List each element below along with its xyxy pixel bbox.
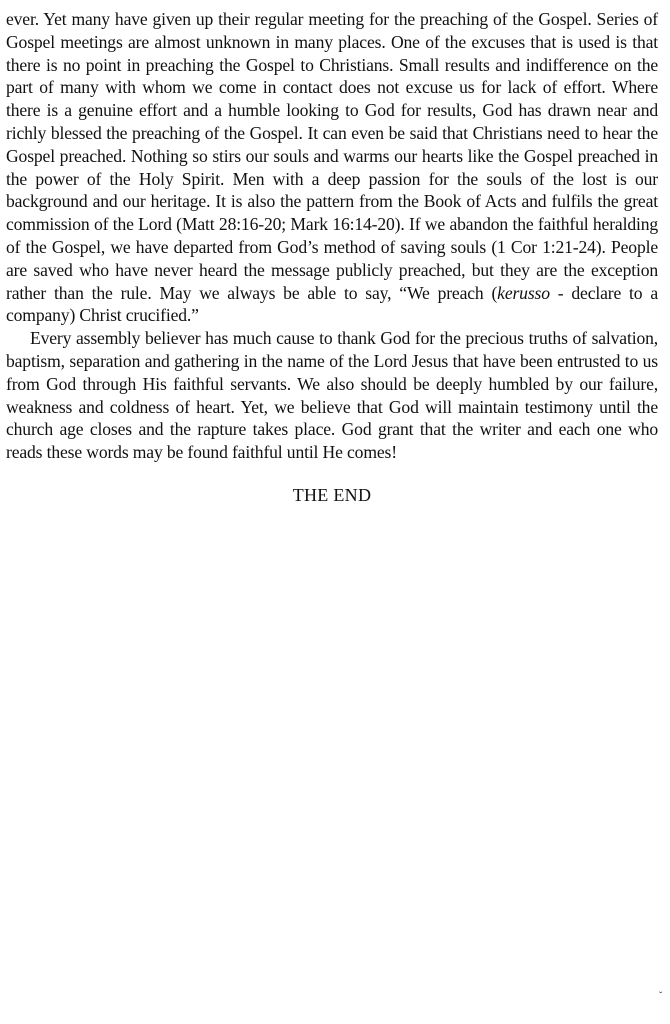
closing-heading: THE END [292, 484, 372, 505]
paragraph-1-text: ever. Yet many have given up their regular meeting for the preaching of the Gospel. Series of Gospel meetings are almost unknown in many places. One of the excuses that is used is that there is no point in preaching the Gospel to Christians. Small results and indifference on the part of many with whom we come in contact does not excuse us for lack of effort. Where there is a genuine effort and a humble looking to God for results, God has drawn near and richly blessed the preaching of the Gospel. It can even be said that Christians need to hear the Gospel preached. Nothing so stirs our souls and warms our hearts like the Gospel preached in the power of the Holy Spirit. Men with a deep passion for the souls of the lost is our background and our heritage. It is also the pattern from the Book of Acts and fulfils the great commission of the Lord (Matt 28:16-20; Mark 16:14-20). If we abandon the faithful heralding of the Gospel, we have departed from God’s method of saving souls (1 Cor 1:21-24). People are saved who have never heard the message publicly preached, but they are the exception rather than the rule. May we always be able to say, “We preach ( [6, 9, 658, 303]
paragraph-1-tail: - declare to a company) Christ crucified.” [6, 282, 658, 326]
document-page [6, 8, 658, 507]
paragraph-1 [6, 8, 658, 327]
italic-term: kerusso [497, 282, 550, 303]
paragraph-2: Every assembly believer has much cause to thank God for the precious truths of salvation, baptism, separation and gathering in the name of the Lord Jesus that have been entrusted to us from God through His faithful servants. We also should be deeply humbled by our failure, weakness and coldness of heart. Yet, we believe that God will maintain testimony until the church age closes and the rapture takes place. God grant that the writer and each one who reads these words may be found faithful until He comes! [6, 328, 658, 463]
corner-mark: ˇ [659, 991, 663, 1002]
